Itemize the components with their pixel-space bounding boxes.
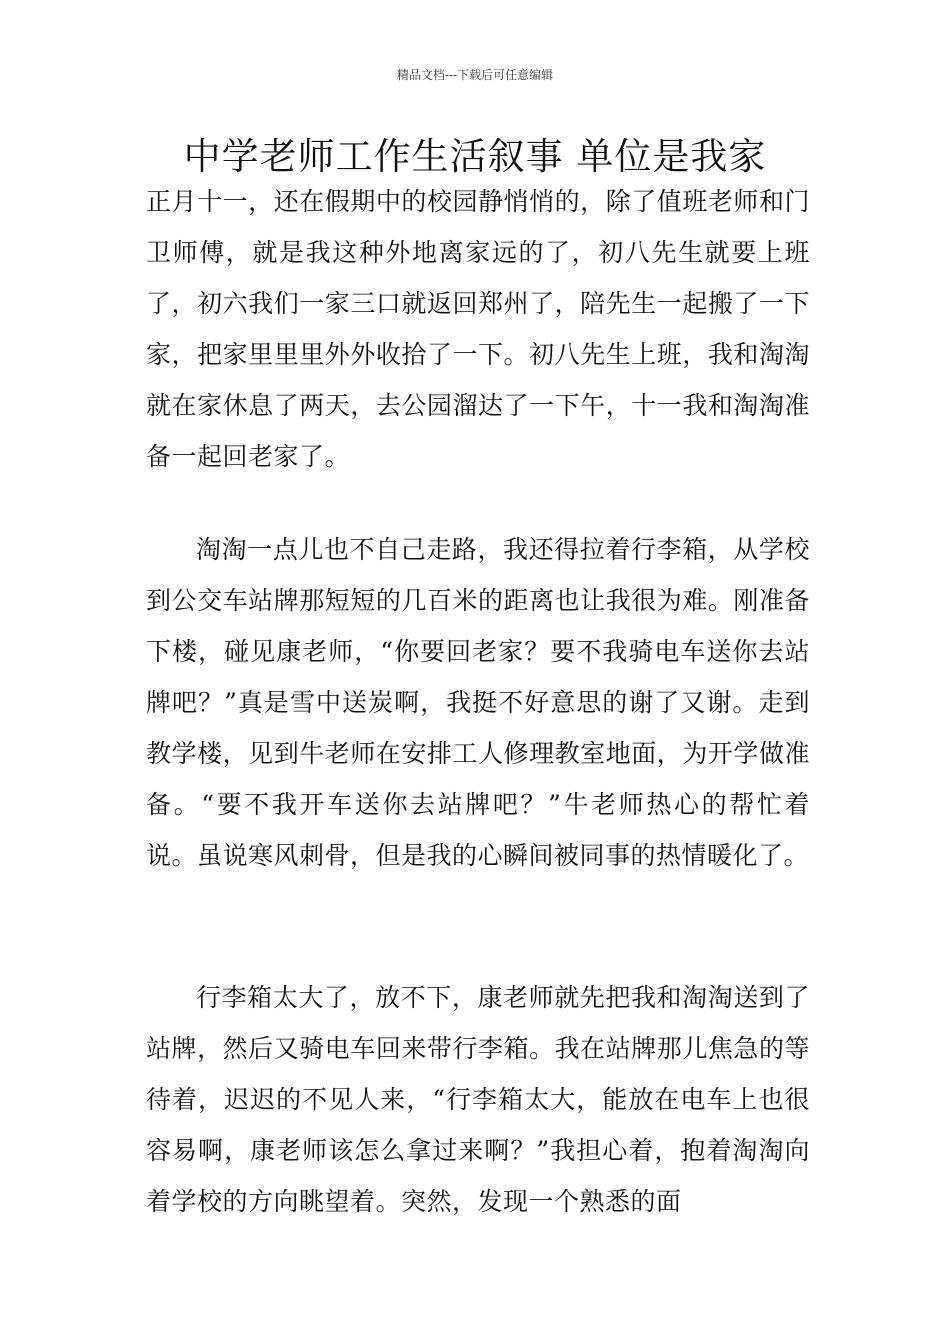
paragraph-3 xyxy=(146,972,810,1227)
paragraph-2 xyxy=(146,524,810,881)
paragraph-text: 淘淘一点儿也不自己走路，我还得拉着行李箱，从学校到公交车站牌那短短的几百米的距离也让我很为难。刚准备下楼，碰见康老师，“你要回老家？要不我骑电车送你去站牌吧？”真是雪中送炭啊，我挺不好意思的谢了又谢。走到教学楼，见到牛老师在安排工人修理教室地面，为开学做准备。“要不我开车送你去站牌吧？”牛老师热心的帮忙着说。虽说寒风刺骨，但是我的心瞬间被同事的热情暖化了。 xyxy=(146,535,810,870)
paragraph-1 xyxy=(146,176,810,482)
page-title: 中学老师工作生活叙事 单位是我家 xyxy=(183,135,767,178)
paragraph-text: 行李箱太大了，放不下，康老师就先把我和淘淘送到了站牌，然后又骑电车回来带行李箱。我在站牌那儿焦急的等待着，迟迟的不见人来，“行李箱太大，能放在电车上也很容易啊，康老师该怎么拿过来啊？”我担心着，抱着淘淘向着学校的方向眺望着。突然，发现一个熟悉的面 xyxy=(146,983,810,1216)
paragraph-text: 正月十一，还在假期中的校园静悄悄的，除了值班老师和门卫师傅，就是我这种外地离家远的了，初八先生就要上班了，初六我们一家三口就返回郑州了，陪先生一起搬了一下家，把家里里里外外收拾了一下。初八先生上班，我和淘淘就在家休息了两天，去公园溜达了一下午，十一我和淘淘准备一起回老家了。 xyxy=(146,187,810,471)
header-note: 精品文档---下载后可任意编辑 xyxy=(396,68,554,82)
